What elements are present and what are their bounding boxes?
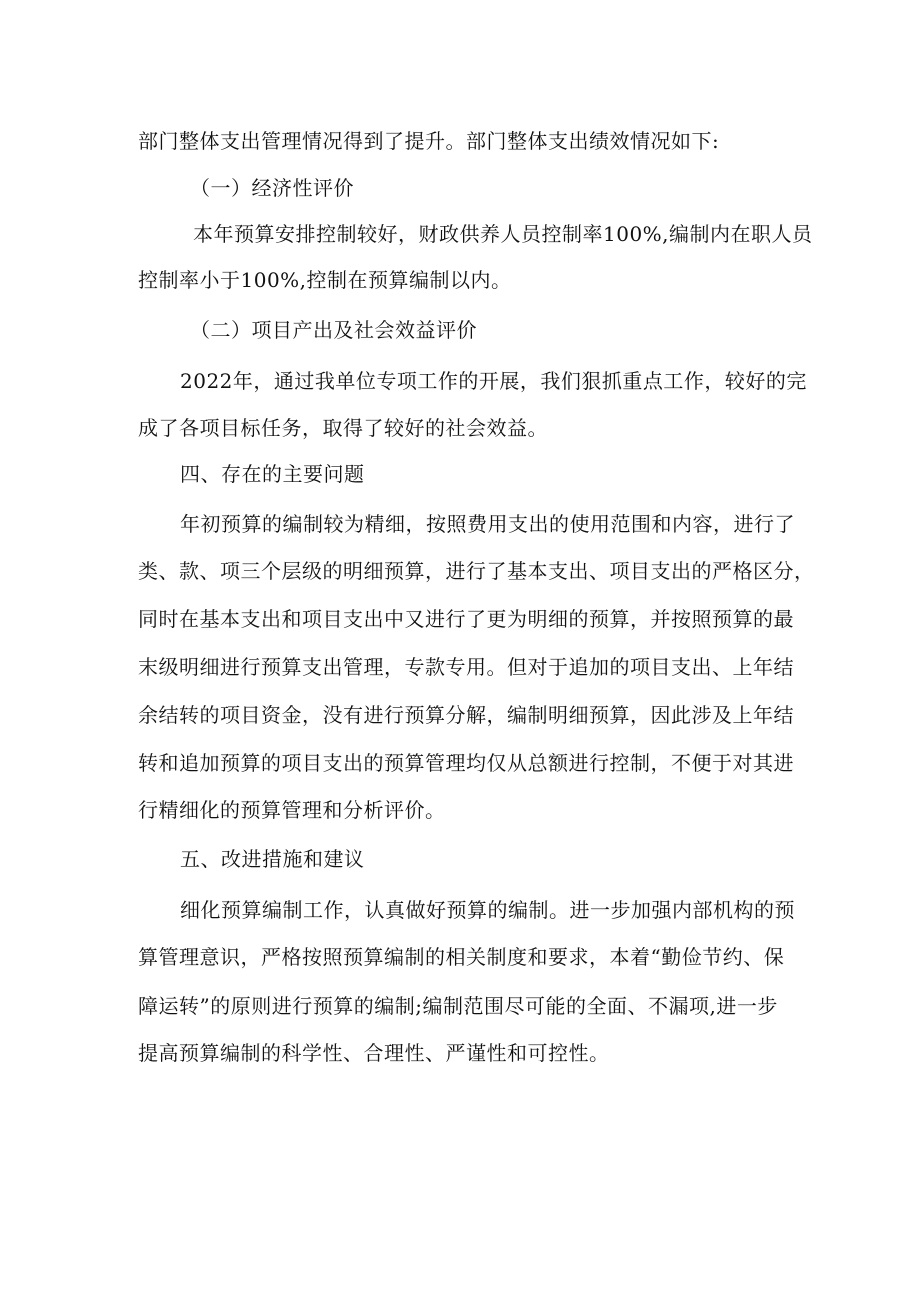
output-line-1: 2022年，通过我单位专项工作的开展，我们狠抓重点工作，较好的完 [180, 369, 807, 393]
heading-economy: （一）经济性评价 [190, 176, 354, 200]
problems-line-5: 余结转的项目资金，没有进行预算分解，编制明细预算，因此涉及上年结 [138, 703, 794, 727]
problems-line-2: 类、款、项三个层级的明细预算，进行了基本支出、项目支出的严格区分， [138, 559, 815, 583]
improve-line-2: 算管理意识，严格按照预算编制的相关制度和要求，本着“勤俭节约、保 [138, 945, 785, 969]
improve-line-3: 障运转”的原则进行预算的编制;编制范围尽可能的全面、不漏项,进一步 [138, 994, 778, 1018]
problems-line-4: 末级明细进行预算支出管理，专款专用。但对于追加的项目支出、上年结 [138, 655, 794, 679]
heading-output: （二）项目产出及社会效益评价 [190, 318, 477, 342]
output-line-2: 成了各项目标任务，取得了较好的社会效益。 [138, 416, 548, 440]
problems-line-1: 年初预算的编制较为精细，按照费用支出的使用范围和内容，进行了 [180, 512, 795, 536]
problems-line-6: 转和追加预算的项目支出的预算管理均仅从总额进行控制，不便于对其进 [138, 751, 794, 775]
economy-line-2: 控制率小于100%,控制在预算编制以内。 [138, 268, 512, 292]
improve-line-1: 细化预算编制工作，认真做好预算的编制。进一步加强内部机构的预 [180, 898, 795, 922]
economy-line-1: 本年预算安排控制较好，财政供养人员控制率100%,编制内在职人员 [193, 222, 813, 246]
problems-line-3: 同时在基本支出和项目支出中又进行了更为明细的预算，并按照预算的最 [138, 607, 794, 631]
problems-line-7: 行精细化的预算管理和分析评价。 [138, 798, 446, 822]
heading-improve: 五、改进措施和建议 [180, 847, 365, 871]
heading-problems: 四、存在的主要问题 [180, 462, 365, 486]
intro-line-1: 部门整体支出管理情况得到了提升。部门整体支出绩效情况如下: [138, 129, 720, 153]
improve-line-4: 提高预算编制的科学性、合理性、严谨性和可控性。 [138, 1041, 610, 1065]
